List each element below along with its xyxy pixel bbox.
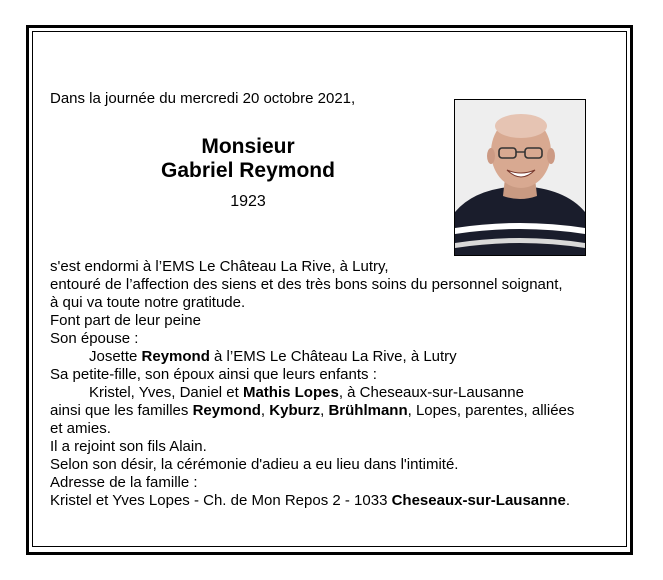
text-segment: . <box>565 492 570 509</box>
deceased-heading <box>130 135 366 212</box>
bold-name: Kyburz <box>269 402 321 419</box>
portrait-photo-icon <box>455 100 585 255</box>
text-line: Adresse de la famille : <box>50 474 198 491</box>
text-segment: ainsi que les familles <box>50 402 193 419</box>
text-line: Font part de leur peine <box>50 312 201 329</box>
deceased-name: Gabriel Reymond <box>161 159 335 182</box>
spouse-line <box>89 348 457 366</box>
address-line <box>50 492 570 510</box>
bold-name: Reymond <box>141 348 210 365</box>
text-line: Sa petite-fille, son époux ainsi que leurs enfants : <box>50 366 377 383</box>
text-segment: , <box>320 402 329 419</box>
text-segment: , <box>260 402 270 419</box>
portrait-photo <box>454 99 586 256</box>
text-line: à qui va toute notre gratitude. <box>50 294 246 311</box>
grandchildren-line <box>89 384 524 402</box>
families-line <box>50 402 574 420</box>
text-segment: Josette <box>89 348 142 365</box>
text-line: entouré de l’affection des siens et des très bons soins du personnel soignant, <box>50 276 563 293</box>
birth-year: 1923 <box>230 193 266 210</box>
intro-line: Dans la journée du mercredi 20 octobre 2021, <box>50 90 356 107</box>
text-segment: Kristel, Yves, Daniel et <box>89 384 243 401</box>
text-segment: Kristel et Yves Lopes - Ch. de Mon Repos 2 - 1033 <box>50 492 392 509</box>
text-line: Selon son désir, la cérémonie d'adieu a eu lieu dans l'intimité. <box>50 456 459 473</box>
bold-name: Cheseaux-sur-Lausanne <box>391 492 566 509</box>
text-line: et amies. <box>50 420 111 437</box>
text-segment: , Lopes, parentes, alliées <box>407 402 575 419</box>
text-line: s'est endormi à l’EMS Le Château La Rive, à Lutry, <box>50 258 389 275</box>
bold-name: Reymond <box>192 402 261 419</box>
text-line: Il a rejoint son fils Alain. <box>50 438 207 455</box>
text-line: Son épouse : <box>50 330 139 347</box>
text-segment: à l’EMS Le Château La Rive, à Lutry <box>209 348 457 365</box>
text-segment: , à Cheseaux-sur-Lausanne <box>338 384 524 401</box>
bold-name: Mathis Lopes <box>242 384 339 401</box>
bold-name: Brühlmann <box>328 402 408 419</box>
honorific: Monsieur <box>201 135 295 158</box>
